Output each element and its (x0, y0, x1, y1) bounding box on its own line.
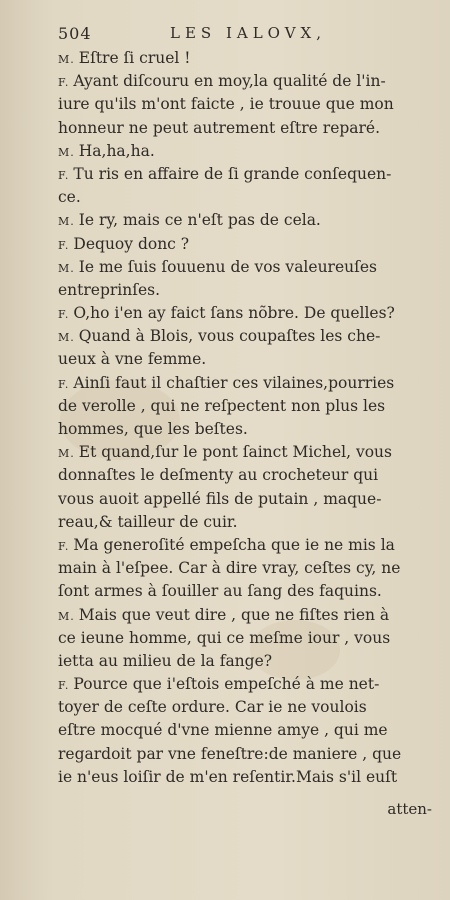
line-text: reau,& tailleur de cuir. (58, 512, 238, 531)
text-line (58, 163, 438, 186)
line-text: Ayant diſcouru en moy,la qualité de l'in- (73, 72, 386, 91)
text-line (58, 233, 438, 256)
page-header (58, 24, 432, 44)
speaker-label: M. (58, 53, 75, 66)
speaker-label: M. (58, 261, 75, 275)
text-line (58, 93, 438, 116)
text-line (58, 372, 438, 395)
text-line (58, 627, 438, 650)
speaker-label: M. (58, 215, 75, 229)
line-text: eſtre mocqué d'vne mienne amye , qui me (58, 721, 388, 740)
line-text: ſont armes à ſouiller au ſang des faquins. (58, 582, 382, 601)
line-text: honneur ne peut autrement eſtre reparé. (58, 118, 381, 137)
text-line (58, 70, 438, 93)
line-text: Pource que i'eſtois empeſché à me net- (73, 675, 380, 694)
text-line (58, 650, 438, 673)
speaker-label: F. (58, 168, 70, 182)
text-line (58, 209, 438, 232)
speaker-label: F. (58, 308, 70, 322)
text-line (58, 117, 438, 140)
text-line (58, 418, 438, 441)
text-line (58, 348, 438, 371)
speaker-label: F. (58, 539, 70, 553)
line-text: Ie me ſuis ſouuenu de vos valeureuſes (78, 257, 377, 276)
line-text: donnaſtes le deſmenty au crocheteur qui (58, 466, 379, 485)
line-text: Ainſi faut il chaſtier ces vilaines,pourries (73, 373, 395, 392)
line-text: Eſtre ſi cruel ! (78, 49, 191, 67)
line-text: ueux à vne femme. (58, 350, 207, 369)
line-text: Et quand,ſur le pont ſainct Michel, vous (78, 443, 392, 462)
text-line (58, 511, 438, 534)
line-text: Ma generoſité empeſcha que ie ne mis la (73, 535, 395, 554)
text-line (58, 395, 438, 418)
speaker-label: F. (58, 679, 70, 693)
speaker-label: F. (58, 76, 70, 90)
line-text: O,ho i'en ay faict ſans nõbre. De quelles? (73, 304, 395, 323)
dialogue-text (58, 47, 438, 789)
text-line (58, 557, 438, 580)
text-line (58, 464, 438, 487)
speaker-label: M. (58, 145, 75, 159)
text-line (58, 719, 438, 742)
text-line (58, 673, 438, 696)
line-text: regardoit par vne feneſtre:de maniere , que (58, 744, 402, 763)
line-text: hommes, que les beſtes. (58, 420, 248, 438)
speaker-label: F. (58, 377, 70, 391)
speaker-label: M. (58, 609, 75, 623)
text-line (58, 696, 438, 719)
page-number: 504 (58, 24, 92, 43)
text-line (58, 441, 438, 464)
speaker-label: M. (58, 447, 75, 461)
line-text: ietta au milieu de la fange? (58, 651, 273, 670)
line-text: Quand à Blois, vous coupaſtes les che- (78, 327, 381, 346)
text-line (58, 256, 438, 279)
line-text: de verolle , qui ne reſpectent non plus les (58, 396, 386, 415)
line-text: vous auoit appellé fils de putain , maque- (58, 489, 382, 508)
text-line (58, 140, 438, 163)
text-line (58, 186, 438, 209)
speaker-label: M. (58, 331, 75, 345)
text-line (58, 302, 438, 325)
line-text: toyer de ceſte ordure. Car ie ne voulois (58, 698, 367, 717)
line-text: ie n'eus loiſir de m'en reſentir.Mais s'il euſt (58, 767, 398, 786)
line-text: Ie ry, mais ce n'eſt pas de cela. (78, 211, 321, 230)
line-text: Ha,ha,ha. (78, 141, 155, 160)
text-line (58, 279, 438, 302)
line-text: main à l'eſpee. Car à dire vray, ceſtes cy, ne (58, 559, 401, 578)
line-text: Dequoy donc ? (73, 234, 190, 253)
running-title: LES IALOVX, (170, 24, 326, 42)
text-line (58, 488, 438, 511)
text-line (58, 604, 438, 627)
text-line (58, 580, 438, 603)
line-text: iure qu'ils m'ont faicte , ie trouue que mon (58, 95, 394, 114)
text-line (58, 47, 438, 70)
line-text: ce ieune homme, qui ce meſme iour , vous (58, 628, 391, 647)
line-text: Mais que veut dire , que ne fiſtes rien à (78, 605, 390, 624)
text-line (58, 743, 438, 766)
line-text: Tu ris en affaire de ſi grande conſequen- (73, 164, 392, 183)
text-line (58, 325, 438, 348)
text-line (58, 766, 438, 789)
speaker-label: F. (58, 238, 70, 252)
line-text: entreprinſes. (58, 280, 161, 299)
catchword: atten- (387, 800, 432, 818)
text-line (58, 534, 438, 557)
line-text: ce. (58, 188, 81, 207)
